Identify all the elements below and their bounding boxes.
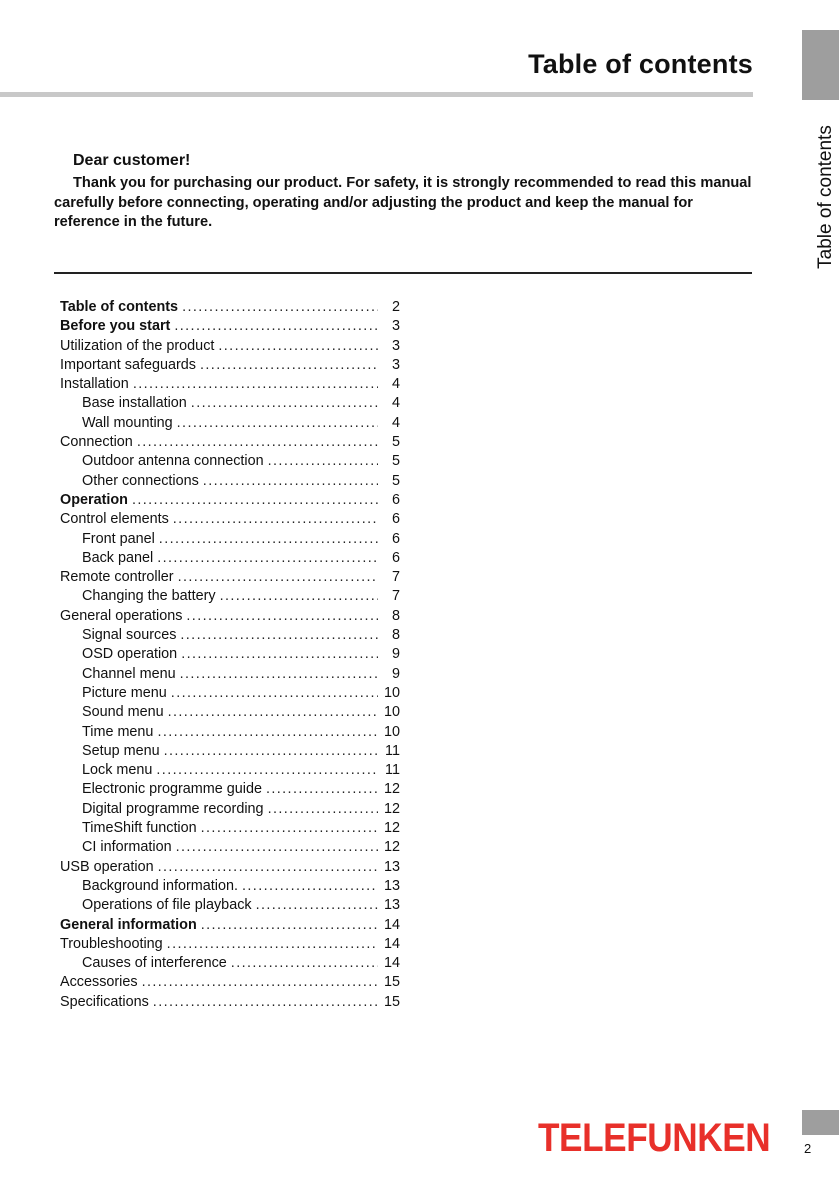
- toc-entry-page: 3: [391, 356, 400, 373]
- toc-entry-page: 5: [391, 434, 400, 451]
- toc-dot-leader: [200, 357, 378, 373]
- toc-entry-label: Other connections: [82, 472, 199, 489]
- toc-entry: [60, 743, 400, 762]
- toc-entry-page: 12: [383, 800, 400, 817]
- toc-entry: [60, 318, 400, 337]
- toc-entry-label: Front panel: [82, 530, 155, 547]
- toc-entry-label: Picture menu: [82, 684, 167, 701]
- toc-entry-label: Wall mounting: [82, 414, 173, 431]
- toc-entry-page: 14: [383, 935, 400, 952]
- toc-entry-page: 11: [385, 742, 400, 759]
- toc-dot-leader: [177, 415, 378, 431]
- toc-entry: [60, 531, 400, 550]
- toc-entry-page: 9: [391, 665, 400, 682]
- toc-dot-leader: [186, 608, 378, 624]
- toc-dot-leader: [173, 511, 378, 527]
- toc-entry-label: Remote controller: [60, 569, 174, 586]
- toc-entry: [60, 781, 400, 800]
- toc-dot-leader: [174, 318, 378, 334]
- toc-dot-leader: [256, 897, 378, 913]
- toc-dot-leader: [164, 743, 378, 759]
- toc-entry-page: 15: [383, 993, 400, 1010]
- toc-entry: [60, 955, 400, 974]
- toc-entry: [60, 878, 400, 897]
- toc-dot-leader: [167, 936, 378, 952]
- toc-entry-label: Operations of file playback: [82, 897, 252, 914]
- toc-entry-page: 7: [391, 588, 400, 605]
- toc-entry-page: 11: [385, 762, 400, 779]
- toc-entry-page: 6: [391, 530, 400, 547]
- toc-entry: [60, 357, 400, 376]
- toc-entry: [60, 569, 400, 588]
- toc-dot-leader: [242, 878, 378, 894]
- toc-entry: [60, 839, 400, 858]
- toc-entry-page: 10: [383, 684, 400, 701]
- toc-entry: [60, 724, 400, 743]
- toc-entry: [60, 627, 400, 646]
- side-section-label: Table of contents: [815, 125, 836, 269]
- section-divider: [54, 272, 752, 274]
- toc-entry-label: Utilization of the product: [60, 337, 215, 354]
- toc-entry: [60, 897, 400, 916]
- toc-entry: [60, 820, 400, 839]
- toc-dot-leader: [133, 376, 378, 392]
- toc-entry-page: 12: [383, 839, 400, 856]
- toc-entry: [60, 646, 400, 665]
- toc-entry: [60, 974, 400, 993]
- toc-entry-label: Causes of interference: [82, 955, 227, 972]
- toc-entry-page: 6: [391, 549, 400, 566]
- toc-entry-page: 5: [391, 472, 400, 489]
- toc-entry-page: 7: [391, 569, 400, 586]
- toc-entry-label: Signal sources: [82, 627, 177, 644]
- toc-entry-label: Sound menu: [82, 704, 164, 721]
- toc-entry-label: Table of contents: [60, 299, 179, 315]
- toc-entry-label: USB operation: [60, 858, 154, 875]
- toc-entry: [60, 338, 400, 357]
- toc-entry-label: Lock menu: [82, 762, 153, 779]
- toc-dot-leader: [181, 646, 378, 662]
- toc-entry-label: Specifications: [60, 993, 149, 1010]
- toc-entry-page: 13: [383, 897, 400, 914]
- toc-entry-label: Installation: [60, 376, 129, 393]
- toc-entry-label: General information: [60, 916, 197, 933]
- toc-dot-leader: [231, 955, 378, 971]
- page-tab-marker: [802, 1110, 839, 1135]
- toc-entry: [60, 608, 400, 627]
- toc-list: [60, 299, 400, 1013]
- toc-entry-page: 10: [383, 723, 400, 740]
- toc-entry: [60, 492, 400, 511]
- toc-entry-label: Outdoor antenna connection: [82, 453, 264, 470]
- toc-entry-label: General operations: [60, 607, 183, 624]
- toc-entry-label: Setup menu: [82, 742, 160, 759]
- toc-dot-leader: [171, 685, 378, 701]
- toc-entry: [60, 994, 400, 1013]
- toc-entry-label: Operation: [60, 491, 128, 508]
- toc-entry: [60, 299, 400, 318]
- toc-entry: [60, 801, 400, 820]
- section-tab-marker: [802, 30, 839, 100]
- greeting: Dear customer!: [73, 152, 191, 169]
- toc-entry: [60, 762, 400, 781]
- toc-entry: [60, 936, 400, 955]
- toc-dot-leader: [153, 994, 378, 1010]
- toc-dot-leader: [157, 550, 378, 566]
- toc-entry-label: Time menu: [82, 723, 154, 740]
- toc-dot-leader: [176, 839, 378, 855]
- toc-entry: [60, 859, 400, 878]
- toc-dot-leader: [180, 627, 378, 643]
- toc-entry-page: 6: [391, 491, 400, 508]
- toc-entry-label: Channel menu: [82, 665, 176, 682]
- toc-entry-page: 8: [391, 627, 400, 644]
- page-number: 2: [804, 1141, 812, 1156]
- toc-entry: [60, 666, 400, 685]
- toc-entry-page: 13: [383, 858, 400, 875]
- toc-entry-page: 4: [391, 376, 400, 393]
- toc-dot-leader: [266, 781, 378, 797]
- toc-dot-leader: [201, 917, 378, 933]
- page-title: Table of contents: [528, 49, 753, 79]
- toc-entry-page: 6: [391, 511, 400, 528]
- toc-entry-label: Base installation: [82, 395, 187, 412]
- toc-dot-leader: [158, 859, 378, 875]
- toc-entry-label: OSD operation: [82, 646, 178, 663]
- toc-dot-leader: [168, 704, 378, 720]
- toc-entry-label: Back panel: [82, 549, 154, 566]
- toc-dot-leader: [180, 666, 378, 682]
- toc-entry-label: Connection: [60, 434, 133, 451]
- toc-entry-page: 9: [391, 646, 400, 663]
- toc-entry-label: Digital programme recording: [82, 800, 264, 817]
- toc-entry-label: CI information: [82, 839, 172, 856]
- toc-entry-label: Background information.: [82, 877, 238, 894]
- toc-entry-label: Changing the battery: [82, 588, 216, 605]
- toc-entry: [60, 917, 400, 936]
- toc-entry-page: 12: [383, 781, 400, 798]
- toc-dot-leader: [157, 724, 378, 740]
- toc-entry-page: 15: [383, 974, 400, 991]
- toc-dot-leader: [132, 492, 378, 508]
- toc-dot-leader: [220, 588, 378, 604]
- toc-entry-page: 3: [391, 318, 400, 335]
- title-divider: [0, 92, 753, 97]
- toc-entry-page: 10: [383, 704, 400, 721]
- toc-dot-leader: [203, 473, 378, 489]
- toc-entry: [60, 434, 400, 453]
- toc-entry: [60, 415, 400, 434]
- toc-entry-label: Accessories: [60, 974, 138, 991]
- toc-entry-page: 8: [391, 607, 400, 624]
- toc-dot-leader: [156, 762, 378, 778]
- toc-entry: [60, 395, 400, 414]
- toc-entry-page: 13: [383, 877, 400, 894]
- toc-entry-label: Control elements: [60, 511, 169, 528]
- toc-dot-leader: [159, 531, 378, 547]
- toc-dot-leader: [268, 801, 378, 817]
- toc-entry-label: TimeShift function: [82, 820, 197, 837]
- toc-entry-label: Before you start: [60, 318, 171, 335]
- toc-entry: [60, 685, 400, 704]
- toc-entry-label: Important safeguards: [60, 356, 196, 373]
- toc-entry-page: 4: [391, 414, 400, 431]
- toc-entry-page: 12: [383, 820, 400, 837]
- toc-dot-leader: [178, 569, 378, 585]
- toc-dot-leader: [137, 434, 378, 450]
- toc-entry: [60, 376, 400, 395]
- toc-entry: [60, 453, 400, 472]
- toc-entry-page: 4: [391, 395, 400, 412]
- brand-logo: TELEFUNKEN: [538, 1116, 771, 1160]
- toc-dot-leader: [142, 974, 378, 990]
- toc-entry-page: 14: [383, 916, 400, 933]
- toc-entry: [60, 473, 400, 492]
- toc-dot-leader: [268, 453, 378, 469]
- toc-dot-leader: [201, 820, 378, 836]
- toc-entry: [60, 588, 400, 607]
- toc-entry-page: 2: [391, 299, 400, 315]
- toc-entry-label: Troubleshooting: [60, 935, 163, 952]
- toc-entry-page: 14: [383, 955, 400, 972]
- toc-entry: [60, 704, 400, 723]
- toc-entry-label: Electronic programme guide: [82, 781, 262, 798]
- intro-paragraph: Thank you for purchasing our product. For safety, it is strongly recommended to read this manual carefully before connecting, operating and/or adjusting the product and keep the manual for reference in the future.: [54, 175, 752, 230]
- toc-entry: [60, 550, 400, 569]
- toc-dot-leader: [182, 299, 378, 315]
- toc-entry-page: 5: [391, 453, 400, 470]
- toc-entry-page: 3: [391, 337, 400, 354]
- toc-dot-leader: [191, 395, 378, 411]
- toc-dot-leader: [218, 338, 378, 354]
- toc-entry: [60, 511, 400, 530]
